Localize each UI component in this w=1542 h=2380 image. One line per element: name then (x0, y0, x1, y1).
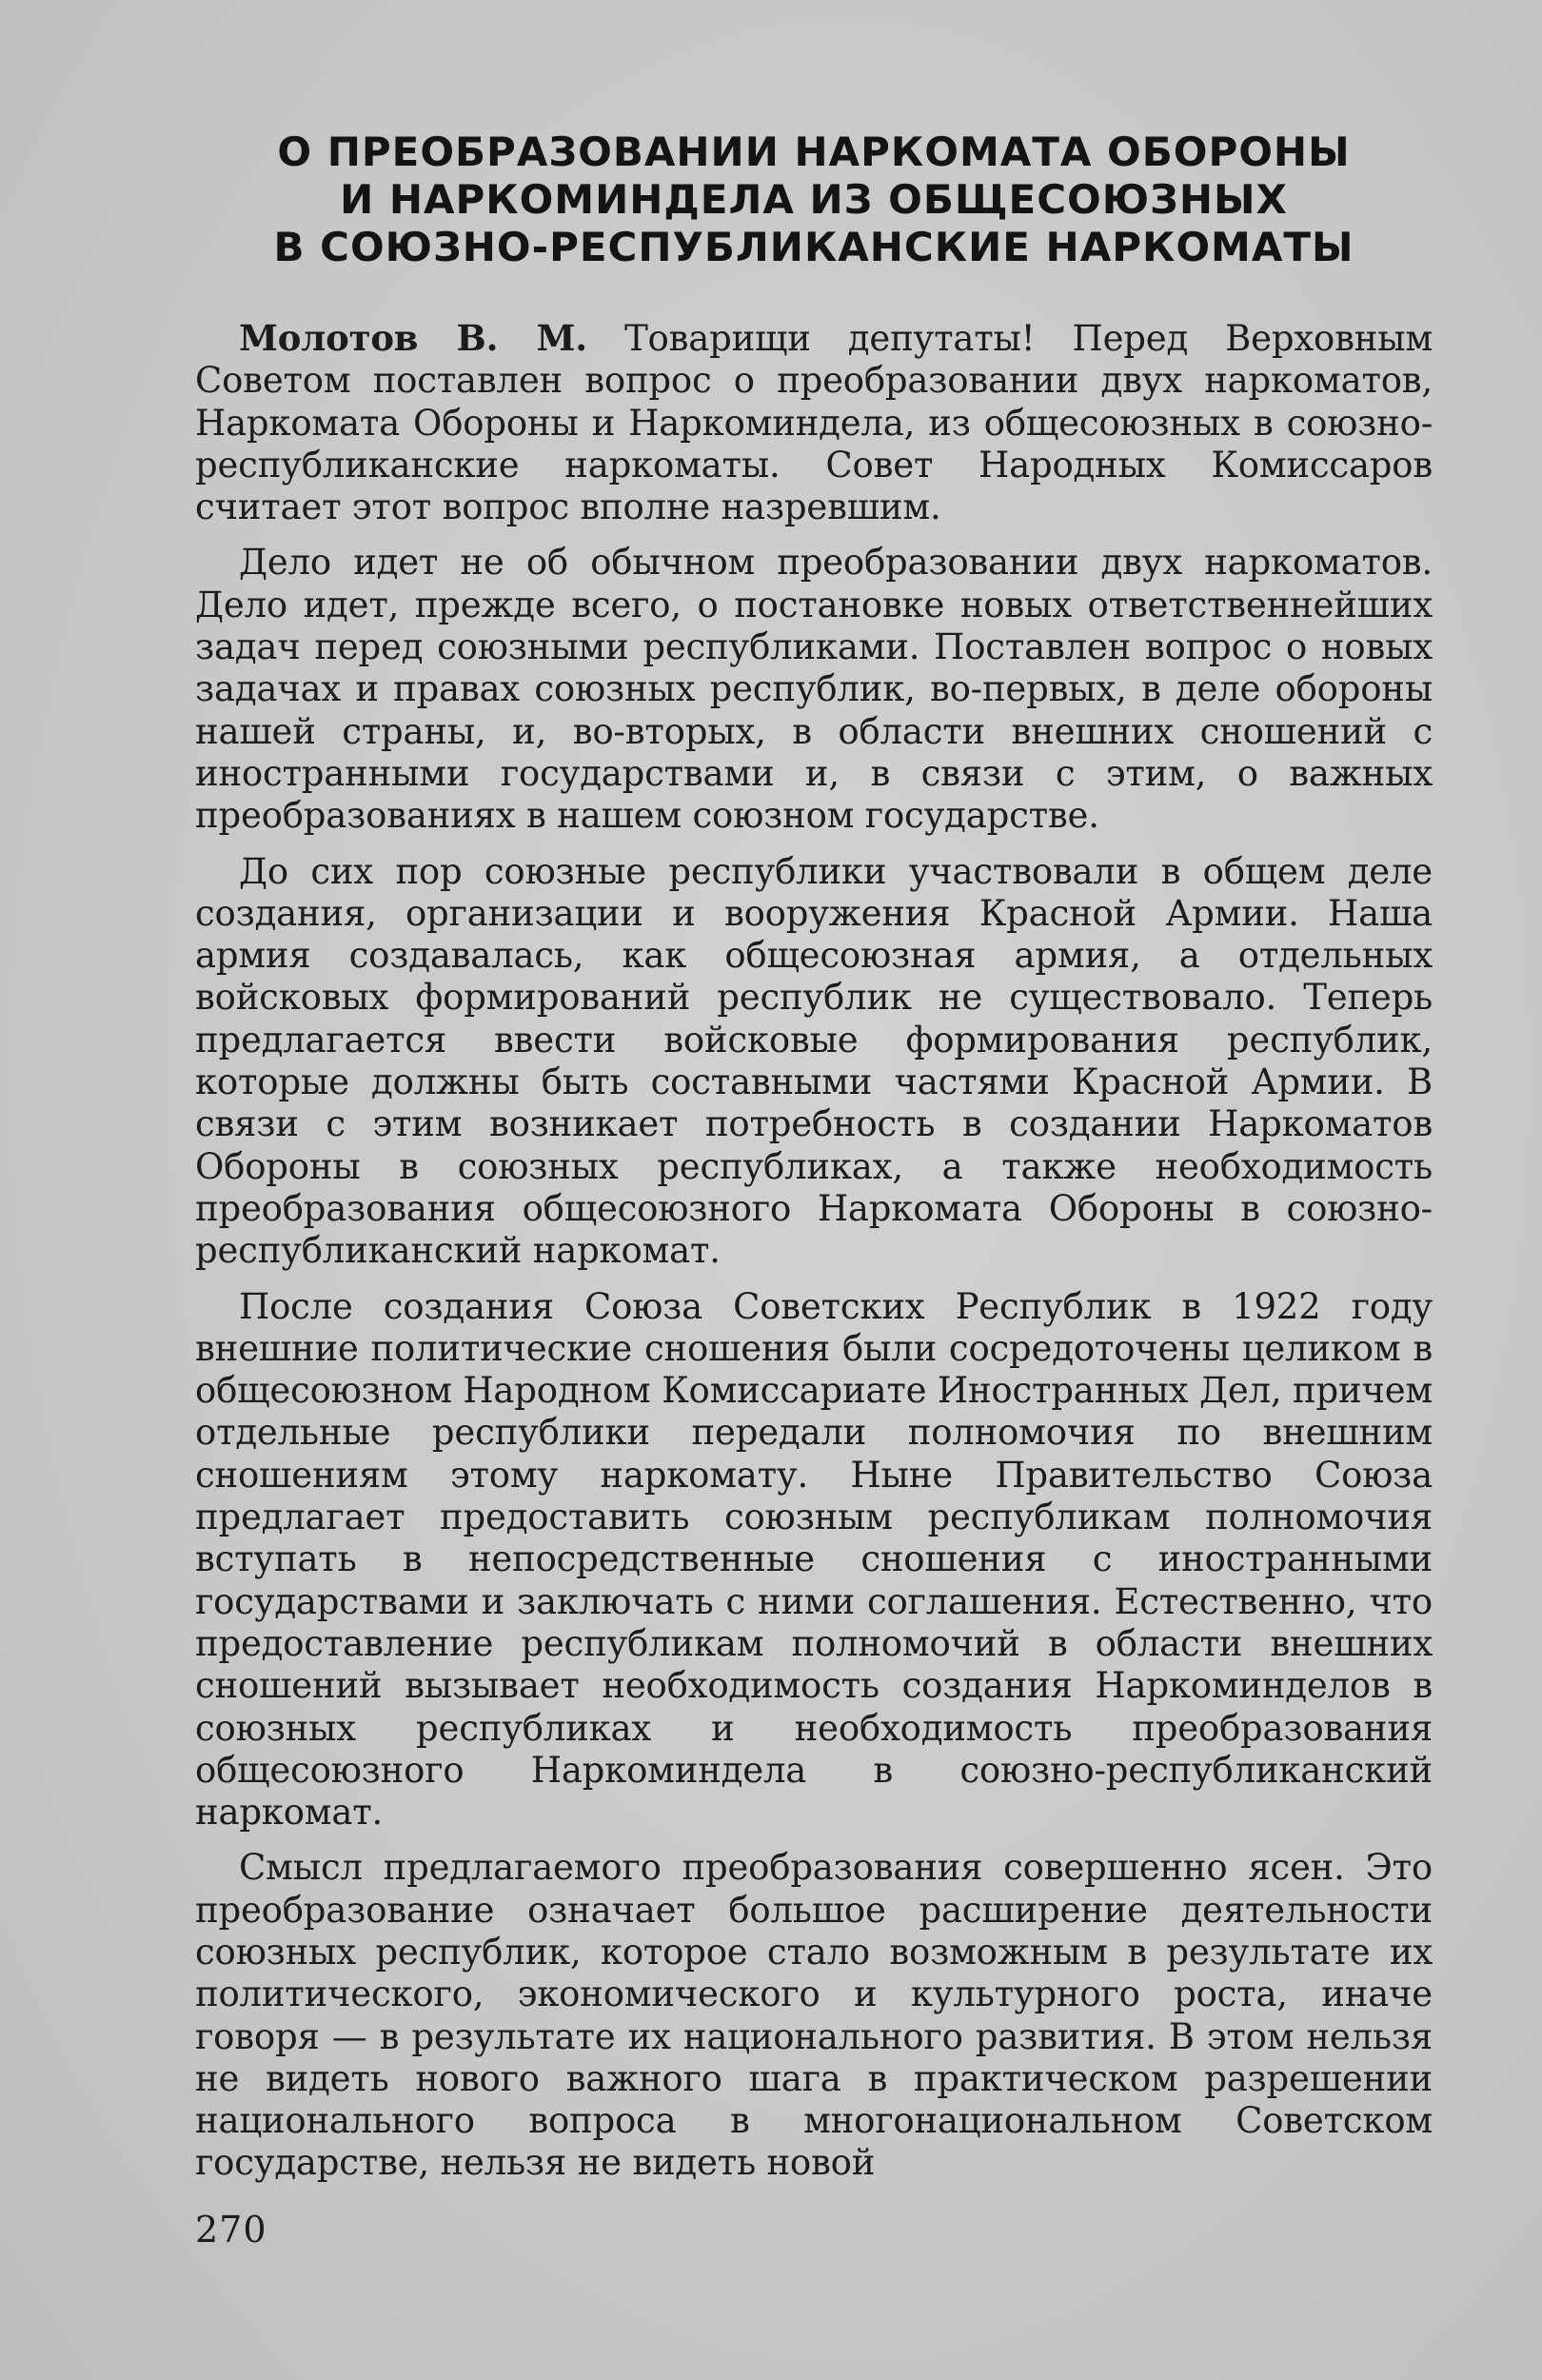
paragraph-2: Дело идет не об обычном преобразовании двух наркоматов. Дело идет, прежде всего, о постановке новых ответственнейших задач перед союзными республиками. Поставлен вопрос о новых задачах и правах союзных республик, во-первых, в деле обороны нашей страны, и, во-вторых, в области внешних сношений с иностранными государствами и, в связи с этим, о важных преобразованиях в нашем союзном государстве. (195, 542, 1433, 837)
speaker-name: Молотов В. М. (239, 317, 587, 359)
paragraph-5: Смысл предлагаемого преобразования совершенно ясен. Это преобразование означает большое расширение деятельности союзных республик, которое стало возможным в результате их политического, экономического и культурного роста, иначе говоря — в результате их национального развития. В этом нельзя не видеть нового важного шага в практическом разрешении национального вопроса в многонациональном Советском государстве, нельзя не видеть новой (195, 1847, 1433, 2184)
paragraph-4: После создания Союза Советских Республик в 1922 году внешние политические сношения были сосредоточены целиком в общесоюзном Народном Комиссариате Иностранных Дел, причем отдельные республики передали полномочия по внешним сношениям этому наркомату. Ныне Правительство Союза предлагает предоставить союзным республикам полномочия вступать в непосредственные сношения с иностранными государствами и заключать с ними соглашения. Естественно, что предоставление республикам полномочий в области внешних сношений вызывает необходимость создания Наркоминделов в союзных республиках и необходимость преобразования общесоюзного Наркоминдела в союзно-республиканский наркомат. (195, 1285, 1433, 1834)
text-block (195, 129, 1433, 2198)
title-line-3: В СОЮЗНО-РЕСПУБЛИКАНСКИЕ НАРКОМАТЫ (273, 224, 1354, 270)
paragraph-3: До сих пор союзные республики участвовали в общем деле создания, организации и вооружения Красной Армии. Наша армия создавалась, как общесоюзная армия, а отдельных войсковых формирований республик не существовало. Теперь предлагается ввести войсковые формирования республик, которые должны быть составными частями Красной Армии. В связи с этим возникает потребность в создании Наркоматов Обороны в союзных республиках, а также необходимость преобразования общесоюзного Наркомата Обороны в союзно-республиканский наркомат. (195, 850, 1433, 1272)
chapter-title (195, 129, 1433, 271)
page-number: 270 (195, 2209, 267, 2251)
paragraph-1 (195, 317, 1433, 528)
paragraph-1-text: Товарищи депутаты! Перед Верховным Советом поставлен вопрос о преобразовании двух наркоматов, Наркомата Обороны и Наркоминдела, из общесоюзных в союзно-республиканские наркоматы. Совет Народных Комиссаров считает этот вопрос вполне назревшим. (195, 318, 1433, 528)
title-line-2: И НАРКОМИНДЕЛА ИЗ ОБЩЕСОЮЗНЫХ (340, 176, 1288, 223)
title-line-1: О ПРЕОБРАЗОВАНИИ НАРКОМАТА ОБОРОНЫ (277, 129, 1351, 175)
body-text (195, 317, 1433, 2185)
